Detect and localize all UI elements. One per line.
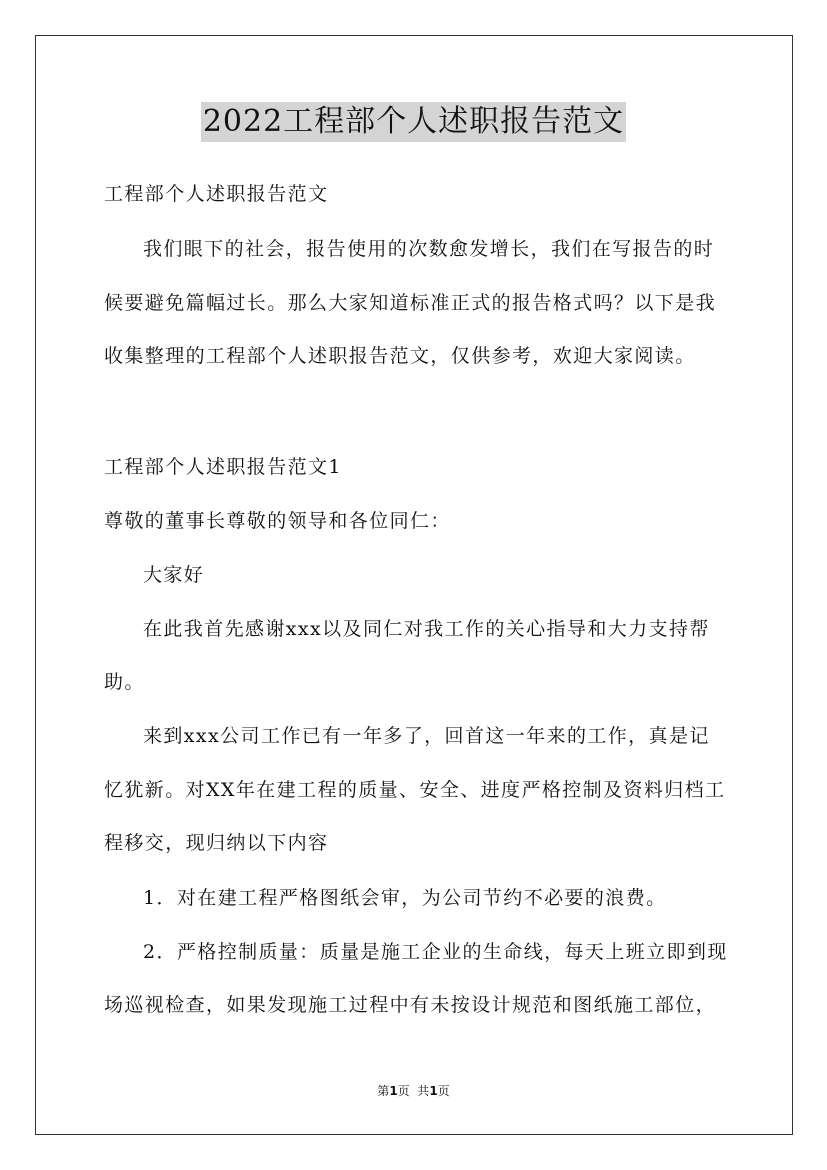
salutation: 尊敬的董事长尊敬的领导和各位同仁： <box>104 510 451 532</box>
footer-mid: 页 共 <box>397 1084 430 1098</box>
paragraph-line: 我们眼下的社会，报告使用的次数愈发增长，我们在写报告的时 <box>143 238 715 260</box>
page-footer <box>0 1083 827 1099</box>
page-total: 1 <box>429 1084 438 1098</box>
page-number: 1 <box>389 1084 398 1098</box>
title-container <box>0 102 827 142</box>
paragraph-line: 候要避免篇幅过长。那么大家知道标准正式的报告格式吗？以下是我 <box>104 292 717 314</box>
list-item: 2．严格控制质量：质量是施工企业的生命线，每天上班立即到现 <box>143 941 728 963</box>
paragraph-line: 助。 <box>104 671 145 693</box>
footer-prefix: 第 <box>377 1084 390 1098</box>
section-heading: 工程部个人述职报告范文1 <box>104 456 342 478</box>
footer-suffix: 页 <box>437 1084 450 1098</box>
paragraph-line: 在此我首先感谢xxx以及同仁对我工作的关心指导和大力支持帮 <box>143 618 710 640</box>
paragraph-line: 收集整理的工程部个人述职报告范文，仅供参考，欢迎大家阅读。 <box>104 345 696 367</box>
list-item: 1．对在建工程严格图纸会审，为公司节约不必要的浪费。 <box>143 887 667 909</box>
paragraph-line: 场巡视检查，如果发现施工过程中有未按设计规范和图纸施工部位， <box>104 994 717 1016</box>
paragraph-line: 程移交，现归纳以下内容 <box>104 832 329 854</box>
section-heading: 工程部个人述职报告范文 <box>104 183 329 205</box>
paragraph-line: 忆犹新。对XX年在建工程的质量、安全、进度严格控制及资料归档工 <box>104 779 726 801</box>
greeting: 大家好 <box>143 564 205 586</box>
paragraph-line: 来到xxx公司工作已有一年多了，回首这一年来的工作，真是记 <box>143 725 710 747</box>
document-title: 2022工程部个人述职报告范文 <box>201 102 626 142</box>
